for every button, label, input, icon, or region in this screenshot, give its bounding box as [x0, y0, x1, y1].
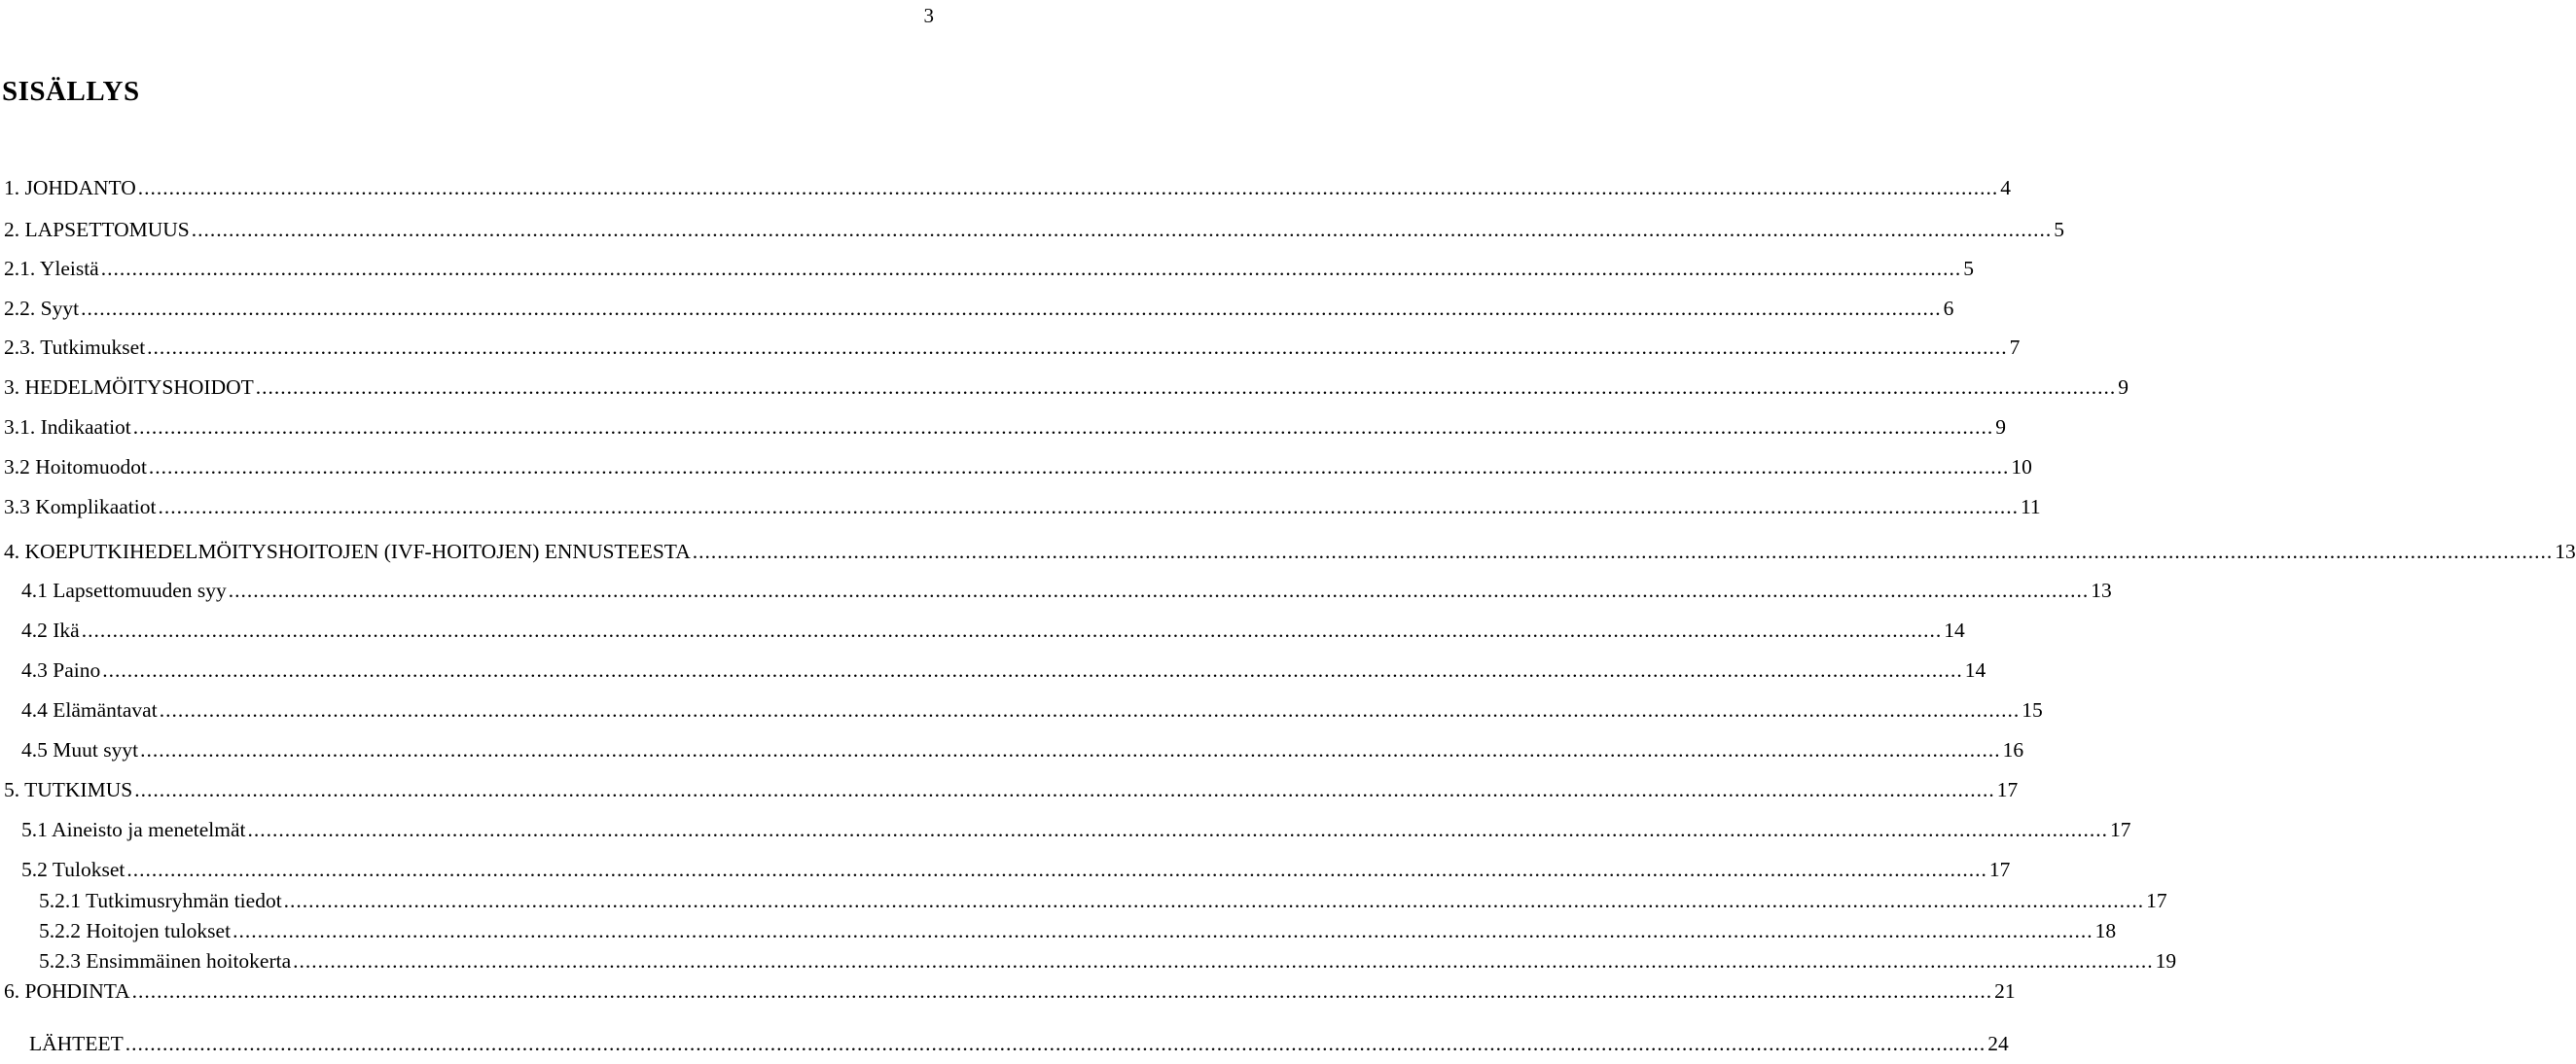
toc-leader-dots: ............................................................................................................................................................................................................................................................................................................ — [293, 949, 2154, 973]
toc-entry[interactable] — [21, 738, 2024, 763]
toc-entry-page: 5 — [1963, 257, 1974, 280]
toc-entry[interactable] — [4, 176, 2012, 200]
toc-entry-title: 4. KOEPUTKIHEDELMÖITYSHOITOJEN (IVF-HOITOJEN) ENNUSTEESTA — [4, 540, 691, 563]
toc-entry-title: 3.1. Indikaatiot — [4, 415, 131, 439]
toc-entry-title: 5.2.1 Tutkimusryhmän tiedot — [39, 889, 282, 912]
toc-entry[interactable] — [21, 858, 2011, 882]
toc-leader-dots: ............................................................................................................................................................................................................................................................................................................ — [191, 218, 2053, 241]
toc-entry-page: 11 — [2020, 495, 2041, 518]
toc-entry-title: 4.2 Ikä — [21, 619, 80, 642]
toc-entry[interactable] — [4, 979, 2016, 1004]
toc-entry[interactable] — [39, 889, 2167, 913]
toc-entry-title: 2.1. Yleistä — [4, 257, 99, 280]
toc-entry-title: 3.3 Komplikaatiot — [4, 495, 157, 518]
toc-entry[interactable] — [21, 619, 1965, 643]
toc-entry-title: 3.2 Hoitomuodot — [4, 455, 147, 479]
toc-entry-page: 13 — [2555, 540, 2576, 563]
toc-leader-dots: ............................................................................................................................................................................................................................................................................................................ — [140, 738, 2001, 762]
toc-leader-dots: ............................................................................................................................................................................................................................................................................................................ — [147, 336, 2008, 359]
toc-entry[interactable] — [39, 919, 2117, 943]
toc-entry-title: 4.3 Paino — [21, 658, 101, 682]
toc-entry-title: 5.2.3 Ensimmäinen hoitokerta — [39, 949, 292, 973]
toc-entry[interactable] — [29, 1032, 2009, 1056]
toc-entry[interactable] — [4, 778, 2019, 802]
toc-entry-page: 10 — [2011, 455, 2032, 479]
page-number: 3 — [923, 4, 934, 27]
toc-entry-page: 15 — [2021, 698, 2043, 722]
toc-entry-page: 17 — [1988, 858, 2011, 881]
toc-entry[interactable] — [21, 658, 1986, 683]
toc-entry-title: 2. LAPSETTOMUUS — [4, 218, 190, 241]
toc-entry-title: 5.2.2 Hoitojen tulokset — [39, 919, 232, 942]
toc-entry[interactable] — [21, 579, 2112, 603]
toc-entry-page: 4 — [2000, 176, 2012, 199]
toc-leader-dots: ............................................................................................................................................................................................................................................................................................................ — [158, 495, 2019, 518]
toc-entry-title: 5.1 Aineisto ja menetelmät — [21, 818, 246, 841]
toc-entry[interactable] — [4, 336, 2021, 360]
toc-entry[interactable] — [4, 455, 2032, 479]
toc-entry-title: 2.2. Syyt — [4, 297, 80, 320]
toc-entry-page: 9 — [1995, 415, 2007, 439]
toc-entry-page: 6 — [1943, 297, 1954, 320]
toc-leader-dots: ............................................................................................................................................................................................................................................................................................................ — [255, 375, 2117, 399]
toc-entry-title: 1. JOHDANTO — [4, 176, 136, 199]
toc-leader-dots: ............................................................................................................................................................................................................................................................................................................ — [134, 778, 1995, 801]
toc-entry[interactable] — [4, 297, 1954, 321]
toc-leader-dots: ............................................................................................................................................................................................................................................................................................................ — [247, 818, 2108, 841]
toc-entry-page: 19 — [2155, 949, 2177, 973]
toc-entry-page: 17 — [2109, 818, 2131, 841]
toc-entry[interactable] — [4, 218, 2064, 242]
page-title: SISÄLLYS — [2, 76, 140, 107]
toc-entry-page: 13 — [2091, 579, 2112, 602]
toc-leader-dots: ............................................................................................................................................................................................................................................................................................................ — [81, 619, 1943, 642]
toc-entry-page: 21 — [1994, 979, 2016, 1003]
toc-leader-dots: ............................................................................................................................................................................................................................................................................................................ — [132, 415, 1994, 439]
toc-leader-dots: ............................................................................................................................................................................................................................................................................................................ — [131, 979, 1993, 1003]
toc-entry-page: 14 — [1964, 658, 1986, 682]
toc-entry-page: 17 — [1996, 778, 2019, 801]
toc-entry-title: 4.5 Muut syyt — [21, 738, 139, 762]
toc-entry-page: 16 — [2002, 738, 2024, 762]
toc-entry-page: 24 — [1987, 1032, 2009, 1055]
toc-entry[interactable] — [4, 415, 2007, 440]
toc-entry-page: 18 — [2094, 919, 2117, 942]
toc-entry-title: 3. HEDELMÖITYSHOIDOT — [4, 375, 254, 399]
toc-entry-page: 7 — [2009, 336, 2021, 359]
toc-entry-page: 14 — [1944, 619, 1965, 642]
toc-leader-dots: ............................................................................................................................................................................................................................................................................................................ — [126, 858, 1987, 881]
toc-entry-title: 4.1 Lapsettomuuden syy — [21, 579, 227, 602]
toc-entry-title: LÄHTEET — [29, 1032, 124, 1055]
toc-leader-dots: ............................................................................................................................................................................................................................................................................................................ — [692, 540, 2554, 563]
toc-entry[interactable] — [4, 495, 2041, 519]
toc-entry[interactable] — [21, 818, 2131, 842]
toc-entry[interactable] — [4, 257, 1974, 281]
toc-entry-title: 4.4 Elämäntavat — [21, 698, 158, 722]
toc-leader-dots: ............................................................................................................................................................................................................................................................................................................ — [137, 176, 1999, 199]
toc-entry-title: 5.2 Tulokset — [21, 858, 125, 881]
toc-entry-title: 2.3. Tutkimukset — [4, 336, 146, 359]
toc-entry[interactable] — [4, 540, 2576, 564]
toc-entry[interactable] — [39, 949, 2177, 974]
toc-entry-page: 9 — [2118, 375, 2129, 399]
toc-leader-dots: ............................................................................................................................................................................................................................................................................................................ — [148, 455, 2010, 479]
toc-entry-title: 5. TUTKIMUS — [4, 778, 133, 801]
toc-entry-page: 17 — [2146, 889, 2167, 912]
toc-entry-page: 5 — [2054, 218, 2064, 241]
toc-leader-dots: ............................................................................................................................................................................................................................................................................................................ — [81, 297, 1942, 320]
toc-leader-dots: ............................................................................................................................................................................................................................................................................................................ — [233, 919, 2093, 942]
toc-entry[interactable] — [4, 375, 2129, 400]
toc-leader-dots: ............................................................................................................................................................................................................................................................................................................ — [159, 698, 2021, 722]
toc-leader-dots: ............................................................................................................................................................................................................................................................................................................ — [100, 257, 1962, 280]
toc-leader-dots: ............................................................................................................................................................................................................................................................................................................ — [228, 579, 2090, 602]
toc-leader-dots: ............................................................................................................................................................................................................................................................................................................ — [102, 658, 1963, 682]
toc-leader-dots: ............................................................................................................................................................................................................................................................................................................ — [283, 889, 2145, 912]
toc-entry[interactable] — [21, 698, 2043, 723]
toc-leader-dots: ............................................................................................................................................................................................................................................................................................................ — [125, 1032, 1986, 1055]
toc-entry-title: 6. POHDINTA — [4, 979, 130, 1003]
